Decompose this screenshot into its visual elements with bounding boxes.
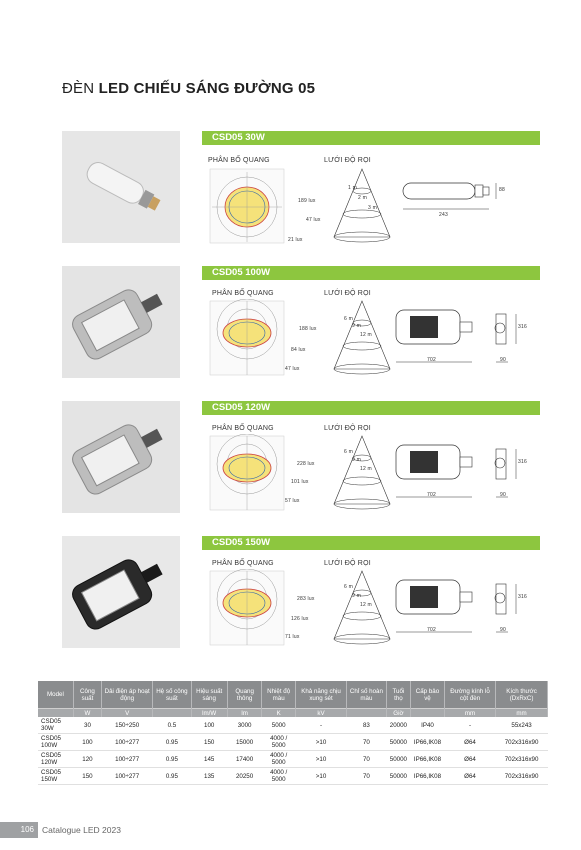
table-cell: IP66,IK08	[411, 751, 445, 768]
product-section	[62, 266, 540, 376]
grid-label: LƯỚI ĐỘ RỌI	[324, 560, 371, 567]
table-cell: 150÷250	[102, 717, 153, 734]
dimension-value: 90	[500, 627, 506, 633]
table-cell: Ø64	[444, 751, 495, 768]
page-number: 106	[0, 822, 38, 838]
grid-label: LƯỚI ĐỘ RỌI	[324, 290, 371, 297]
table-unit-row	[38, 709, 548, 718]
table-cell: 30	[73, 717, 101, 734]
table-cell: CSD05 100W	[38, 734, 73, 751]
product-section	[62, 536, 540, 646]
page-title	[62, 80, 315, 97]
table-cell: 4000 / 5000	[262, 734, 296, 751]
table-cell: 100÷277	[102, 734, 153, 751]
dimension-drawing	[388, 441, 538, 511]
table-cell: 702x316x90	[496, 768, 548, 785]
table-cell: 50000	[386, 768, 410, 785]
lux-value: 283 lux	[297, 596, 315, 602]
table-header: Công suất	[73, 681, 101, 709]
table-cell: 50000	[386, 734, 410, 751]
height-value: 9 m	[352, 323, 361, 329]
table-cell: 70	[347, 734, 387, 751]
height-value: 6 m	[344, 316, 353, 322]
table-header-row	[38, 681, 548, 709]
table-header: Nhiệt độ màu	[262, 681, 296, 709]
dimension-drawing	[388, 306, 538, 376]
title-bold: LED CHIẾU SÁNG ĐƯỜNG 05	[98, 80, 316, 97]
table-header: Dải điện áp hoạt động	[102, 681, 153, 709]
height-value: 2 m	[358, 195, 367, 201]
table-cell: IP40	[411, 717, 445, 734]
product-photo	[62, 131, 180, 243]
table-header: Khả năng chịu xung sét	[295, 681, 346, 709]
table-cell: 70	[347, 751, 387, 768]
lux-value: 188 lux	[299, 326, 317, 332]
table-unit: mm	[444, 709, 495, 718]
grid-label: LƯỚI ĐỘ RỌI	[324, 157, 371, 164]
polar-label: PHÂN BỐ QUANG	[212, 425, 274, 432]
polar-diagram	[202, 434, 292, 514]
polar-diagram	[202, 167, 292, 247]
table-cell: CSD05 120W	[38, 751, 73, 768]
table-header: Đường kính lỗ cột đèn	[444, 681, 495, 709]
table-cell: 100÷277	[102, 768, 153, 785]
lux-value: 101 lux	[291, 479, 309, 485]
dimension-value: 702	[427, 357, 436, 363]
table-cell: Ø64	[444, 768, 495, 785]
table-cell: -	[444, 717, 495, 734]
product-photo	[62, 536, 180, 648]
table-cell: 55x243	[496, 717, 548, 734]
illuminance-cone	[302, 569, 402, 649]
table-cell: -	[295, 717, 346, 734]
table-header: Hệ số công suất	[153, 681, 191, 709]
table-cell: 83	[347, 717, 387, 734]
table-cell: 20250	[227, 768, 261, 785]
height-value: 1 m	[348, 185, 357, 191]
dimension-value: 316	[518, 594, 527, 600]
table-unit	[347, 709, 387, 718]
table-cell: 5000	[262, 717, 296, 734]
table-cell: 702x316x90	[496, 734, 548, 751]
table-cell: 4000 / 5000	[262, 768, 296, 785]
height-value: 12 m	[360, 466, 372, 472]
product-photo	[62, 401, 180, 513]
table-cell: 135	[191, 768, 227, 785]
table-unit: mm	[496, 709, 548, 718]
illuminance-cone	[302, 434, 402, 514]
dimension-value: 702	[427, 627, 436, 633]
table-cell: 20000	[386, 717, 410, 734]
table-cell: CSD05 30W	[38, 717, 73, 734]
product-section	[62, 131, 540, 241]
spec-table	[38, 681, 548, 785]
title-prefix: ĐÈN	[62, 80, 99, 97]
polar-label: PHÂN BỐ QUANG	[212, 560, 274, 567]
lux-value: 126 lux	[291, 616, 309, 622]
illuminance-cone	[302, 167, 402, 247]
dimension-value: 243	[439, 212, 448, 218]
dimension-drawing	[388, 576, 538, 646]
table-cell: 0.95	[153, 734, 191, 751]
table-cell: 15000	[227, 734, 261, 751]
table-header: Kích thước (DxRxC)	[496, 681, 548, 709]
table-unit: V	[102, 709, 153, 718]
catalogue-label: Catalogue LED 2023	[42, 825, 121, 835]
table-unit	[38, 709, 73, 718]
page-footer	[0, 822, 200, 838]
table-cell: 70	[347, 768, 387, 785]
height-value: 9 m	[352, 593, 361, 599]
height-value: 6 m	[344, 449, 353, 455]
illuminance-cone	[302, 299, 402, 379]
height-value: 6 m	[344, 584, 353, 590]
table-cell: IP66,IK08	[411, 768, 445, 785]
table-unit: W	[73, 709, 101, 718]
table-row	[38, 717, 548, 734]
table-cell: CSD05 150W	[38, 768, 73, 785]
lux-value: 47 lux	[285, 366, 300, 372]
height-value: 3 m	[368, 205, 377, 211]
table-cell: 3000	[227, 717, 261, 734]
polar-diagram	[202, 299, 292, 379]
lux-value: 21 lux	[288, 237, 303, 243]
table-cell: 0.95	[153, 768, 191, 785]
table-header: Hiệu suất sáng	[191, 681, 227, 709]
table-unit: kV	[295, 709, 346, 718]
table-header: Model	[38, 681, 73, 709]
lux-value: 84 lux	[291, 347, 306, 353]
product-photo	[62, 266, 180, 378]
table-header: Tuổi thọ	[386, 681, 410, 709]
polar-label: PHÂN BỐ QUANG	[208, 157, 270, 164]
dimension-drawing	[398, 171, 508, 221]
table-cell: 150	[73, 768, 101, 785]
grid-label: LƯỚI ĐỘ RỌI	[324, 425, 371, 432]
dimension-value: 702	[427, 492, 436, 498]
table-cell: Ø64	[444, 734, 495, 751]
table-cell: >10	[295, 768, 346, 785]
table-cell: 150	[191, 734, 227, 751]
table-row	[38, 734, 548, 751]
table-cell: >10	[295, 734, 346, 751]
table-cell: 145	[191, 751, 227, 768]
table-unit: K	[262, 709, 296, 718]
table-header: Quang thông	[227, 681, 261, 709]
table-cell: 0.95	[153, 751, 191, 768]
lux-value: 57 lux	[285, 498, 300, 504]
table-cell: 100÷277	[102, 751, 153, 768]
height-value: 12 m	[360, 332, 372, 338]
table-cell: 4000 / 5000	[262, 751, 296, 768]
table-cell: 17400	[227, 751, 261, 768]
product-band: CSD05 150W	[202, 536, 540, 550]
lux-value: 189 lux	[298, 198, 316, 204]
table-cell: 120	[73, 751, 101, 768]
dimension-value: 90	[500, 357, 506, 363]
lux-value: 47 lux	[306, 217, 321, 223]
table-unit: Giờ	[386, 709, 410, 718]
height-value: 12 m	[360, 602, 372, 608]
table-cell: 0.5	[153, 717, 191, 734]
table-cell: 702x316x90	[496, 751, 548, 768]
product-band: CSD05 100W	[202, 266, 540, 280]
table-unit: lm/W	[191, 709, 227, 718]
table-unit	[411, 709, 445, 718]
table-row	[38, 768, 548, 785]
table-cell: 100	[73, 734, 101, 751]
table-header: Cấp bảo vệ	[411, 681, 445, 709]
dimension-value: 316	[518, 459, 527, 465]
dimension-value: 90	[500, 492, 506, 498]
polar-diagram	[202, 569, 292, 649]
table-header: Chỉ số hoàn màu	[347, 681, 387, 709]
table-cell: >10	[295, 751, 346, 768]
polar-label: PHÂN BỐ QUANG	[212, 290, 274, 297]
lux-value: 228 lux	[297, 461, 315, 467]
table-row	[38, 751, 548, 768]
table-cell: 50000	[386, 751, 410, 768]
table-unit: lm	[227, 709, 261, 718]
lux-value: 71 lux	[285, 634, 300, 640]
table-cell: 100	[191, 717, 227, 734]
dimension-value: 316	[518, 324, 527, 330]
dimension-value: 88	[499, 187, 505, 193]
product-section	[62, 401, 540, 511]
table-unit	[153, 709, 191, 718]
height-value: 9 m	[352, 457, 361, 463]
product-band: CSD05 30W	[202, 131, 540, 145]
table-cell: IP66,IK08	[411, 734, 445, 751]
product-band: CSD05 120W	[202, 401, 540, 415]
